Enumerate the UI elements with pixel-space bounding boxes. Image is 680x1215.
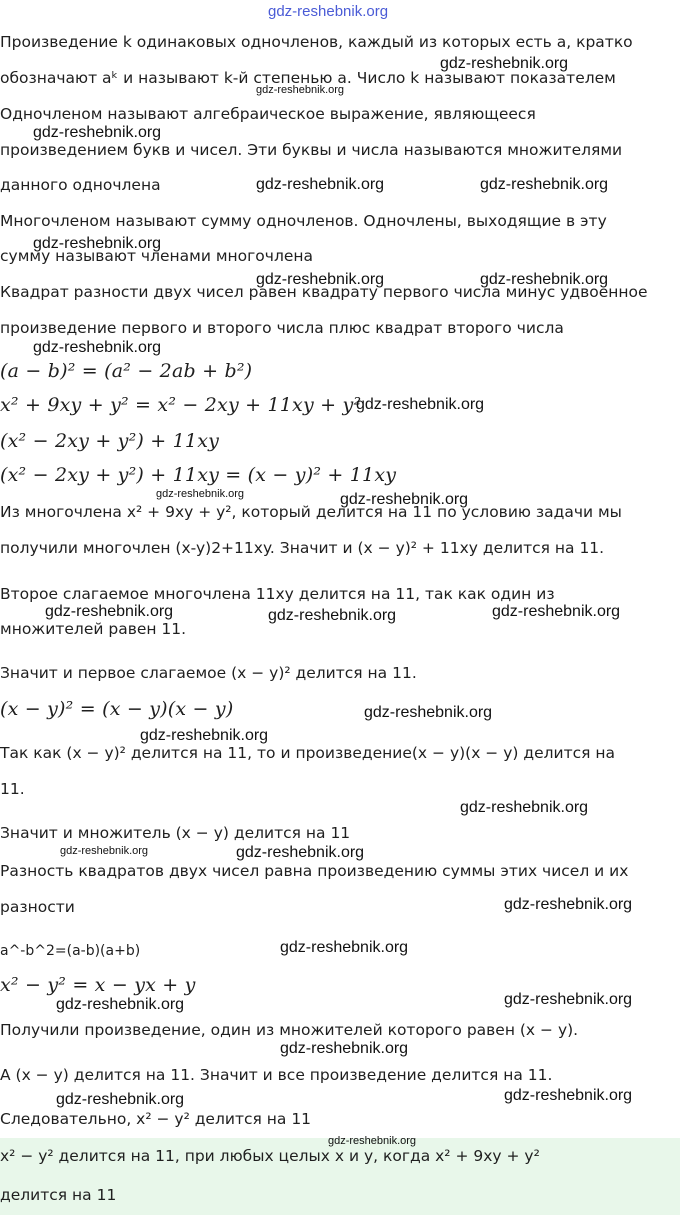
watermark: gdz-reshebnik.org (480, 176, 609, 193)
formula: (x² − 2xy + y²) + 11xy = (x − y)² + 11xy (0, 464, 397, 486)
text-line: Значит и первое слагаемое (x − y)² делится на 11. (0, 664, 417, 682)
watermark: gdz-reshebnik.org (33, 235, 162, 252)
answer-line: делится на 11 (0, 1186, 117, 1204)
watermark: gdz-reshebnik.org (236, 844, 365, 861)
text-line: Так как (x − y)² делится на 11, то и произведение(x − y)(x − y) делится на (0, 744, 616, 762)
watermark: gdz-reshebnik.org (140, 727, 269, 744)
watermark: gdz-reshebnik.org (328, 1135, 417, 1147)
watermark: gdz-reshebnik.org (268, 607, 397, 624)
formula: (x − y)² = (x − y)(x − y) (0, 698, 234, 720)
watermark: gdz-reshebnik.org (256, 84, 345, 96)
text-line: Многочленом называют сумму одночленов. Одночлены, выходящие в эту (0, 212, 607, 230)
text-line: Следовательно, x² − y² делится на 11 (0, 1110, 312, 1128)
text-line: Получили произведение, один из множителей которого равен (x − y). (0, 1021, 579, 1039)
formula: (x² − 2xy + y²) + 11xy (0, 430, 220, 452)
watermark: gdz-reshebnik.org (280, 1040, 409, 1057)
watermark: gdz-reshebnik.org (356, 396, 485, 413)
text-line: А (x − y) делится на 11. Значит и все произведение делится на 11. (0, 1066, 553, 1084)
watermark: gdz-reshebnik.org (256, 271, 385, 288)
text-line: получили многочлен (x-y)2+11xy. Значит и (x − y)² + 11xy делится на 11. (0, 539, 605, 557)
text-line: Второе слагаемое многочлена 11xy делится на 11, так как один из (0, 585, 555, 603)
text-line: Квадрат разности двух чисел равен квадрату первого числа минус удвоенное (0, 283, 648, 301)
watermark: gdz-reshebnik.org (33, 124, 162, 141)
watermark: gdz-reshebnik.org (504, 991, 633, 1008)
formula: x² + 9xy + y² = x² − 2xy + 11xy + y² (0, 394, 362, 416)
watermark: gdz-reshebnik.org (492, 603, 621, 620)
formula: x² − y² = x − yx + y (0, 974, 196, 996)
watermark: gdz-reshebnik.org (340, 491, 469, 508)
watermark: gdz-reshebnik.org (256, 176, 385, 193)
text-line: сумму называют членами многочлена (0, 247, 314, 265)
text-line: Из многочлена x² + 9xy + y², который делится на 11 по условию задачи мы (0, 503, 622, 521)
watermark: gdz-reshebnik.org (504, 896, 633, 913)
watermark: gdz-reshebnik.org (56, 996, 185, 1013)
watermark: gdz-reshebnik.org (56, 1091, 185, 1108)
watermark[interactable]: gdz-reshebnik.org (268, 3, 389, 20)
watermark: gdz-reshebnik.org (156, 488, 245, 500)
formula: (a − b)² = (a² − 2ab + b²) (0, 360, 253, 382)
answer-line: x² − y² делится на 11, при любых целых x и y, когда x² + 9xy + y² (0, 1147, 540, 1165)
watermark: gdz-reshebnik.org (364, 704, 493, 721)
text-line: произведением букв и чисел. Эти буквы и числа называются множителями (0, 141, 623, 159)
text-line: данного одночлена (0, 176, 161, 194)
watermark: gdz-reshebnik.org (504, 1087, 633, 1104)
text-line: Разность квадратов двух чисел равна произведению суммы этих чисел и их (0, 862, 629, 880)
watermark: gdz-reshebnik.org (280, 939, 409, 956)
text-line: множителей равен 11. (0, 620, 187, 638)
text-line: Одночленом называют алгебраическое выражение, являющееся (0, 105, 536, 123)
text-line: Произведение k одинаковых одночленов, каждый из которых есть a, кратко (0, 33, 633, 51)
text-line: разности (0, 898, 75, 916)
watermark: gdz-reshebnik.org (440, 55, 569, 72)
watermark: gdz-reshebnik.org (460, 799, 589, 816)
watermark: gdz-reshebnik.org (45, 603, 174, 620)
text-line: a^-b^2=(a-b)(a+b) (0, 943, 141, 959)
watermark: gdz-reshebnik.org (33, 339, 162, 356)
watermark: gdz-reshebnik.org (480, 271, 609, 288)
text-line: обозначают aᵏ и называют k-й степенью a. Число k называют показателем (0, 69, 616, 87)
text-line: произведение первого и второго числа плюс квадрат второго числа (0, 319, 564, 337)
text-line: Значит и множитель (x − y) делится на 11 (0, 824, 351, 842)
text-line: 11. (0, 780, 25, 798)
watermark: gdz-reshebnik.org (60, 845, 149, 857)
